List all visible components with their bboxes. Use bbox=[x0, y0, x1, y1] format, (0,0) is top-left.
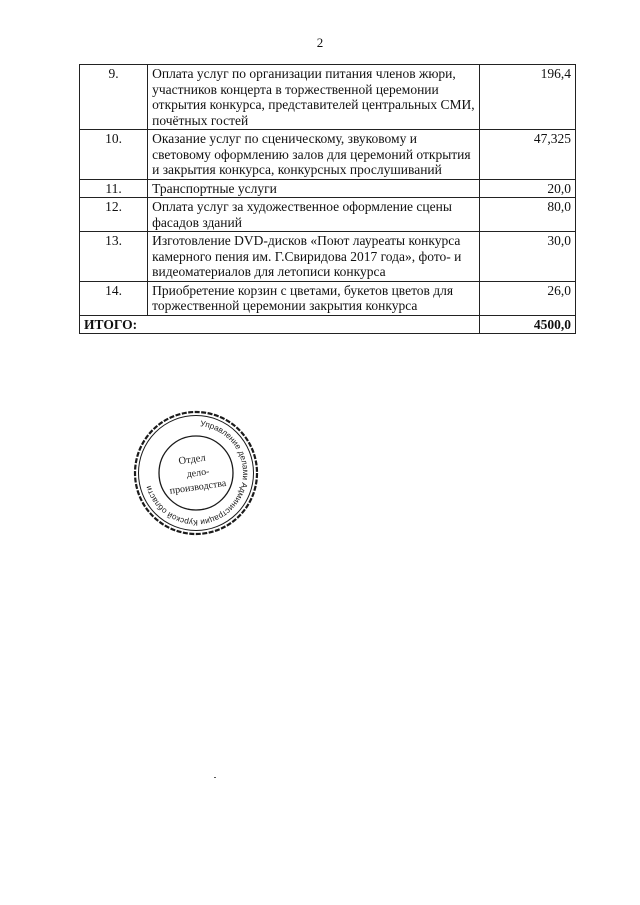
scan-speck bbox=[214, 777, 216, 778]
table-row bbox=[80, 130, 576, 180]
row-number: 9. bbox=[80, 65, 148, 130]
row-amount: 20,0 bbox=[480, 179, 576, 198]
stamp-center-line-2: дело- bbox=[185, 466, 211, 481]
row-number: 14. bbox=[80, 281, 148, 315]
row-amount: 30,0 bbox=[480, 232, 576, 282]
total-label: ИТОГО: bbox=[80, 315, 480, 334]
row-description: Изготовление DVD-дисков «Поют лауреаты конкурса камерного пения им. Г.Свиридова 2017 года», фото- и видеоматериалов для летописи конкурса bbox=[148, 232, 480, 282]
office-stamp bbox=[132, 409, 260, 537]
total-row bbox=[80, 315, 576, 334]
row-description: Приобретение корзин с цветами, букетов цветов для торжественной церемонии закрытия конкурса bbox=[148, 281, 480, 315]
table-row bbox=[80, 281, 576, 315]
stamp-graphic bbox=[132, 409, 260, 537]
page-number: 2 bbox=[316, 35, 324, 50]
row-number: 10. bbox=[80, 130, 148, 180]
table-row bbox=[80, 65, 576, 130]
stamp-center-line-3: производства bbox=[169, 477, 227, 497]
row-description: Оплата услуг по организации питания членов жюри, участников концерта в торжественной церемонии открытия конкурса, представителей центральных СМИ, почётных гостей bbox=[148, 65, 480, 130]
table-row bbox=[80, 198, 576, 232]
stamp-center-line-1: Отдел bbox=[177, 452, 207, 468]
row-description: Оплата услуг за художественное оформление сцены фасадов зданий bbox=[148, 198, 480, 232]
row-amount: 26,0 bbox=[480, 281, 576, 315]
table-row bbox=[80, 179, 576, 198]
row-amount: 80,0 bbox=[480, 198, 576, 232]
total-amount: 4500,0 bbox=[480, 315, 576, 334]
expense-table bbox=[79, 64, 576, 334]
row-description: Транспортные услуги bbox=[148, 179, 480, 198]
row-amount: 47,325 bbox=[480, 130, 576, 180]
stamp-ring-text: Управление делами Администрации Курской области bbox=[143, 419, 251, 528]
row-amount: 196,4 bbox=[480, 65, 576, 130]
table-row bbox=[80, 232, 576, 282]
row-description: Оказание услуг по сценическому, звуковому и световому оформлению залов для церемоний открытия и закрытия конкурса, конкурсных прослушиваний bbox=[148, 130, 480, 180]
row-number: 11. bbox=[80, 179, 148, 198]
row-number: 12. bbox=[80, 198, 148, 232]
row-number: 13. bbox=[80, 232, 148, 282]
